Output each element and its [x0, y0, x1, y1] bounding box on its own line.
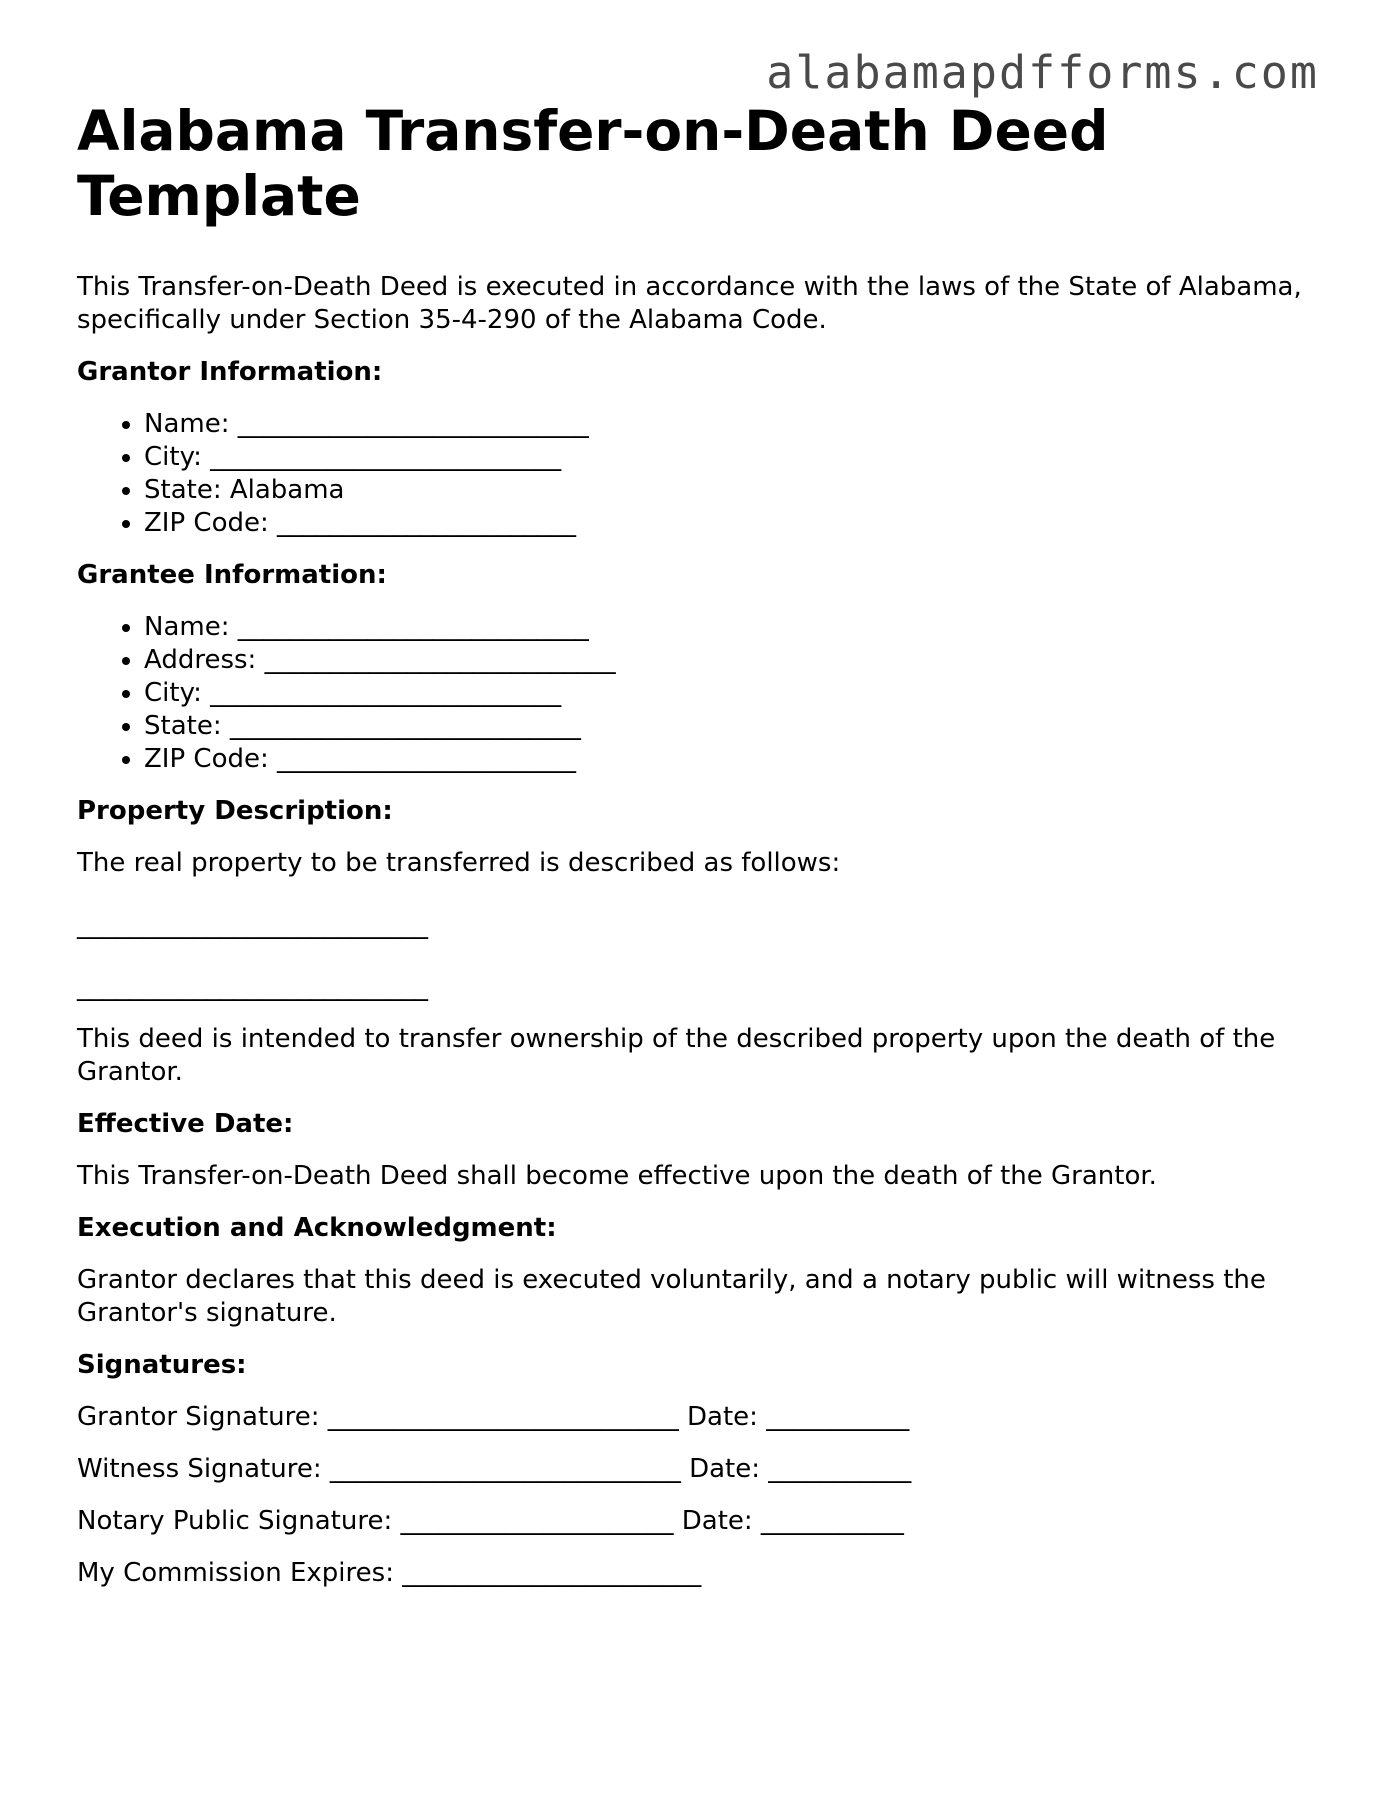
grantee-zip-field: • ZIP Code: _______________________	[144, 743, 1317, 776]
notary-signature-line: Notary Public Signature: _____________________ Date: ___________	[77, 1506, 904, 1536]
grantor-state-field: • State: Alabama	[144, 474, 1317, 507]
document-content	[77, 99, 1317, 1590]
grantor-heading: Grantor Information:	[77, 357, 383, 387]
witness-signature-line: Witness Signature: ___________________________ Date: ___________	[77, 1454, 912, 1484]
intro-paragraph: This Transfer-on-Death Deed is executed in accordance with the laws of the State of Alabama, specifically under Section 35-4-290 of the Alabama Code.	[77, 272, 1302, 335]
grantor-signature-line: Grantor Signature: ___________________________ Date: ___________	[77, 1402, 910, 1432]
grantee-city-field: • City: ___________________________	[144, 677, 1317, 710]
property-intent: This deed is intended to transfer ownership of the described property upon the death of the Grantor.	[77, 1024, 1276, 1087]
grantor-zip-field: • ZIP Code: _______________________	[144, 507, 1317, 540]
property-line-1: ___________________________	[77, 910, 428, 940]
grantor-city-field: • City: ___________________________	[144, 441, 1317, 474]
watermark: alabamapdfforms.com	[766, 46, 1319, 99]
grantee-state-field: • State: ___________________________	[144, 710, 1317, 743]
grantee-list	[77, 611, 1317, 776]
commission-expires-line: My Commission Expires: _______________________	[77, 1558, 702, 1588]
property-text: The real property to be transferred is described as follows:	[77, 848, 841, 878]
page-title: Alabama Transfer-on-Death Deed Template	[77, 99, 1109, 228]
property-heading: Property Description:	[77, 796, 393, 826]
grantee-address-field: • Address: ___________________________	[144, 644, 1317, 677]
signatures-heading: Signatures:	[77, 1350, 247, 1380]
effective-text: This Transfer-on-Death Deed shall become effective upon the death of the Grantor.	[77, 1161, 1157, 1191]
execution-heading: Execution and Acknowledgment:	[77, 1213, 557, 1243]
grantee-heading: Grantee Information:	[77, 560, 387, 590]
grantor-list	[77, 408, 1317, 540]
execution-text: Grantor declares that this deed is executed voluntarily, and a notary public will witness the Grantor's signature.	[77, 1265, 1266, 1328]
effective-heading: Effective Date:	[77, 1109, 294, 1139]
grantor-name-field: • Name: ___________________________	[144, 408, 1317, 441]
grantee-name-field: • Name: ___________________________	[144, 611, 1317, 644]
property-line-2: ___________________________	[77, 972, 428, 1002]
